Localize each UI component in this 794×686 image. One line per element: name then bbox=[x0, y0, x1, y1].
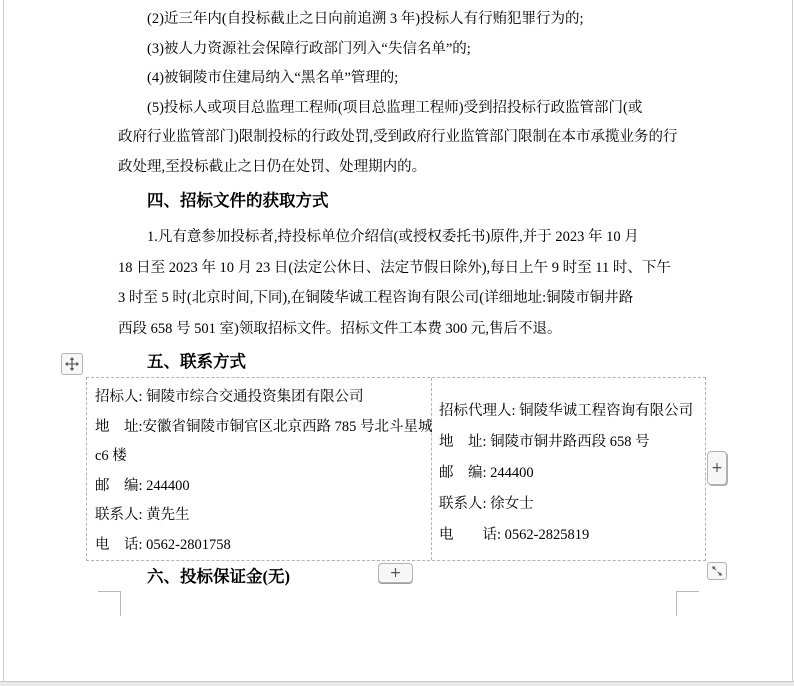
cell-text-line: c6 楼 bbox=[95, 448, 127, 464]
add-column-button[interactable] bbox=[707, 451, 727, 485]
cell-text-line: 邮 编: 244400 bbox=[95, 477, 190, 494]
text-line: 五、联系方式 bbox=[147, 352, 246, 371]
table-move-handle[interactable] bbox=[61, 353, 83, 375]
page-right-border bbox=[792, 0, 793, 682]
cell-text-line: 电 话: 0562-2825819 bbox=[439, 527, 590, 543]
move-cross-icon bbox=[65, 357, 79, 371]
cell-text-line: 电 话: 0562-2801758 bbox=[95, 536, 231, 553]
text-line: 西段 658 号 501 室)领取招标文件。招标文件工本费 300 元,售后不退。 bbox=[118, 320, 562, 337]
agent-cell[interactable] bbox=[439, 396, 693, 551]
text-line: 政府行业监管部门)限制投标的行政处罚,受到政府行业监管部门限制在本市承揽业务的行 bbox=[118, 129, 678, 145]
cell-text-line: 地 址: 铜陵市铜井路西段 658 号 bbox=[439, 434, 650, 450]
text-line: 18 日至 2023 年 10 月 23 日(法定公休日、法定节假日除外),每日上午 9 时至 11 时、下午 bbox=[118, 259, 671, 276]
plus-icon: + bbox=[711, 460, 723, 476]
document-body-text bbox=[118, 5, 738, 377]
paragraph bbox=[118, 5, 738, 35]
cell-text-line: 联系人: 徐女士 bbox=[439, 496, 534, 512]
cell-text-line: 地 址:安徽省铜陵市铜官区北京西路 785 号北斗星城 bbox=[95, 418, 433, 435]
table-resize-handle[interactable] bbox=[707, 562, 727, 580]
cell-text-line: 招标人: 铜陵市综合交通投资集团有限公司 bbox=[95, 389, 364, 405]
text-line: (3)被人力资源社会保障行政部门列入“失信名单”的; bbox=[147, 40, 471, 57]
page-left-border bbox=[3, 0, 4, 682]
paragraph bbox=[118, 222, 738, 344]
text-line: (2)近三年内(自投标截止之日向前追溯 3 年)投标人有行贿犯罪行为的; bbox=[147, 11, 584, 27]
text-line: 3 时至 5 时(北京时间,下同),在铜陵华诚工程咨询有限公司(详细地址:铜陵市铜井路 bbox=[118, 290, 634, 306]
diagonal-resize-icon bbox=[711, 565, 723, 577]
contact-table bbox=[86, 377, 706, 561]
add-row-button[interactable] bbox=[378, 563, 413, 583]
text-line: 政处理,至投标截止之日仍在处罚、处理期内的。 bbox=[118, 158, 427, 175]
cell-text-line: 招标代理人: 铜陵华诚工程咨询有限公司 bbox=[439, 403, 694, 419]
text-line: (4)被铜陵市住建局纳入“黑名单”管理的; bbox=[147, 70, 399, 86]
text-line: 1.凡有意参加投标者,持投标单位介绍信(或授权委托书)原件,并于 2023 年 10 月 bbox=[147, 229, 639, 245]
plus-icon: + bbox=[389, 565, 402, 581]
section-heading bbox=[118, 186, 738, 216]
text-line: (5)投标人或项目总监理工程师(项目总监理工程师)受到招投标行政监管部门(或 bbox=[147, 99, 643, 116]
page-bottom-edge bbox=[0, 681, 794, 686]
paragraph bbox=[118, 64, 738, 94]
section-heading-6: 六、投标保证金(无) bbox=[147, 567, 290, 586]
section-heading bbox=[118, 347, 738, 377]
cell-text-line: 联系人: 黄先生 bbox=[95, 507, 190, 523]
margin-corner-mark-left bbox=[98, 591, 121, 616]
paragraph bbox=[118, 35, 738, 65]
margin-corner-mark-right bbox=[676, 591, 699, 616]
cell-text-line: 邮 编: 244400 bbox=[439, 465, 534, 481]
tenderer-cell[interactable] bbox=[95, 383, 433, 560]
text-line: 四、招标文件的获取方式 bbox=[147, 191, 329, 210]
paragraph bbox=[118, 94, 738, 183]
